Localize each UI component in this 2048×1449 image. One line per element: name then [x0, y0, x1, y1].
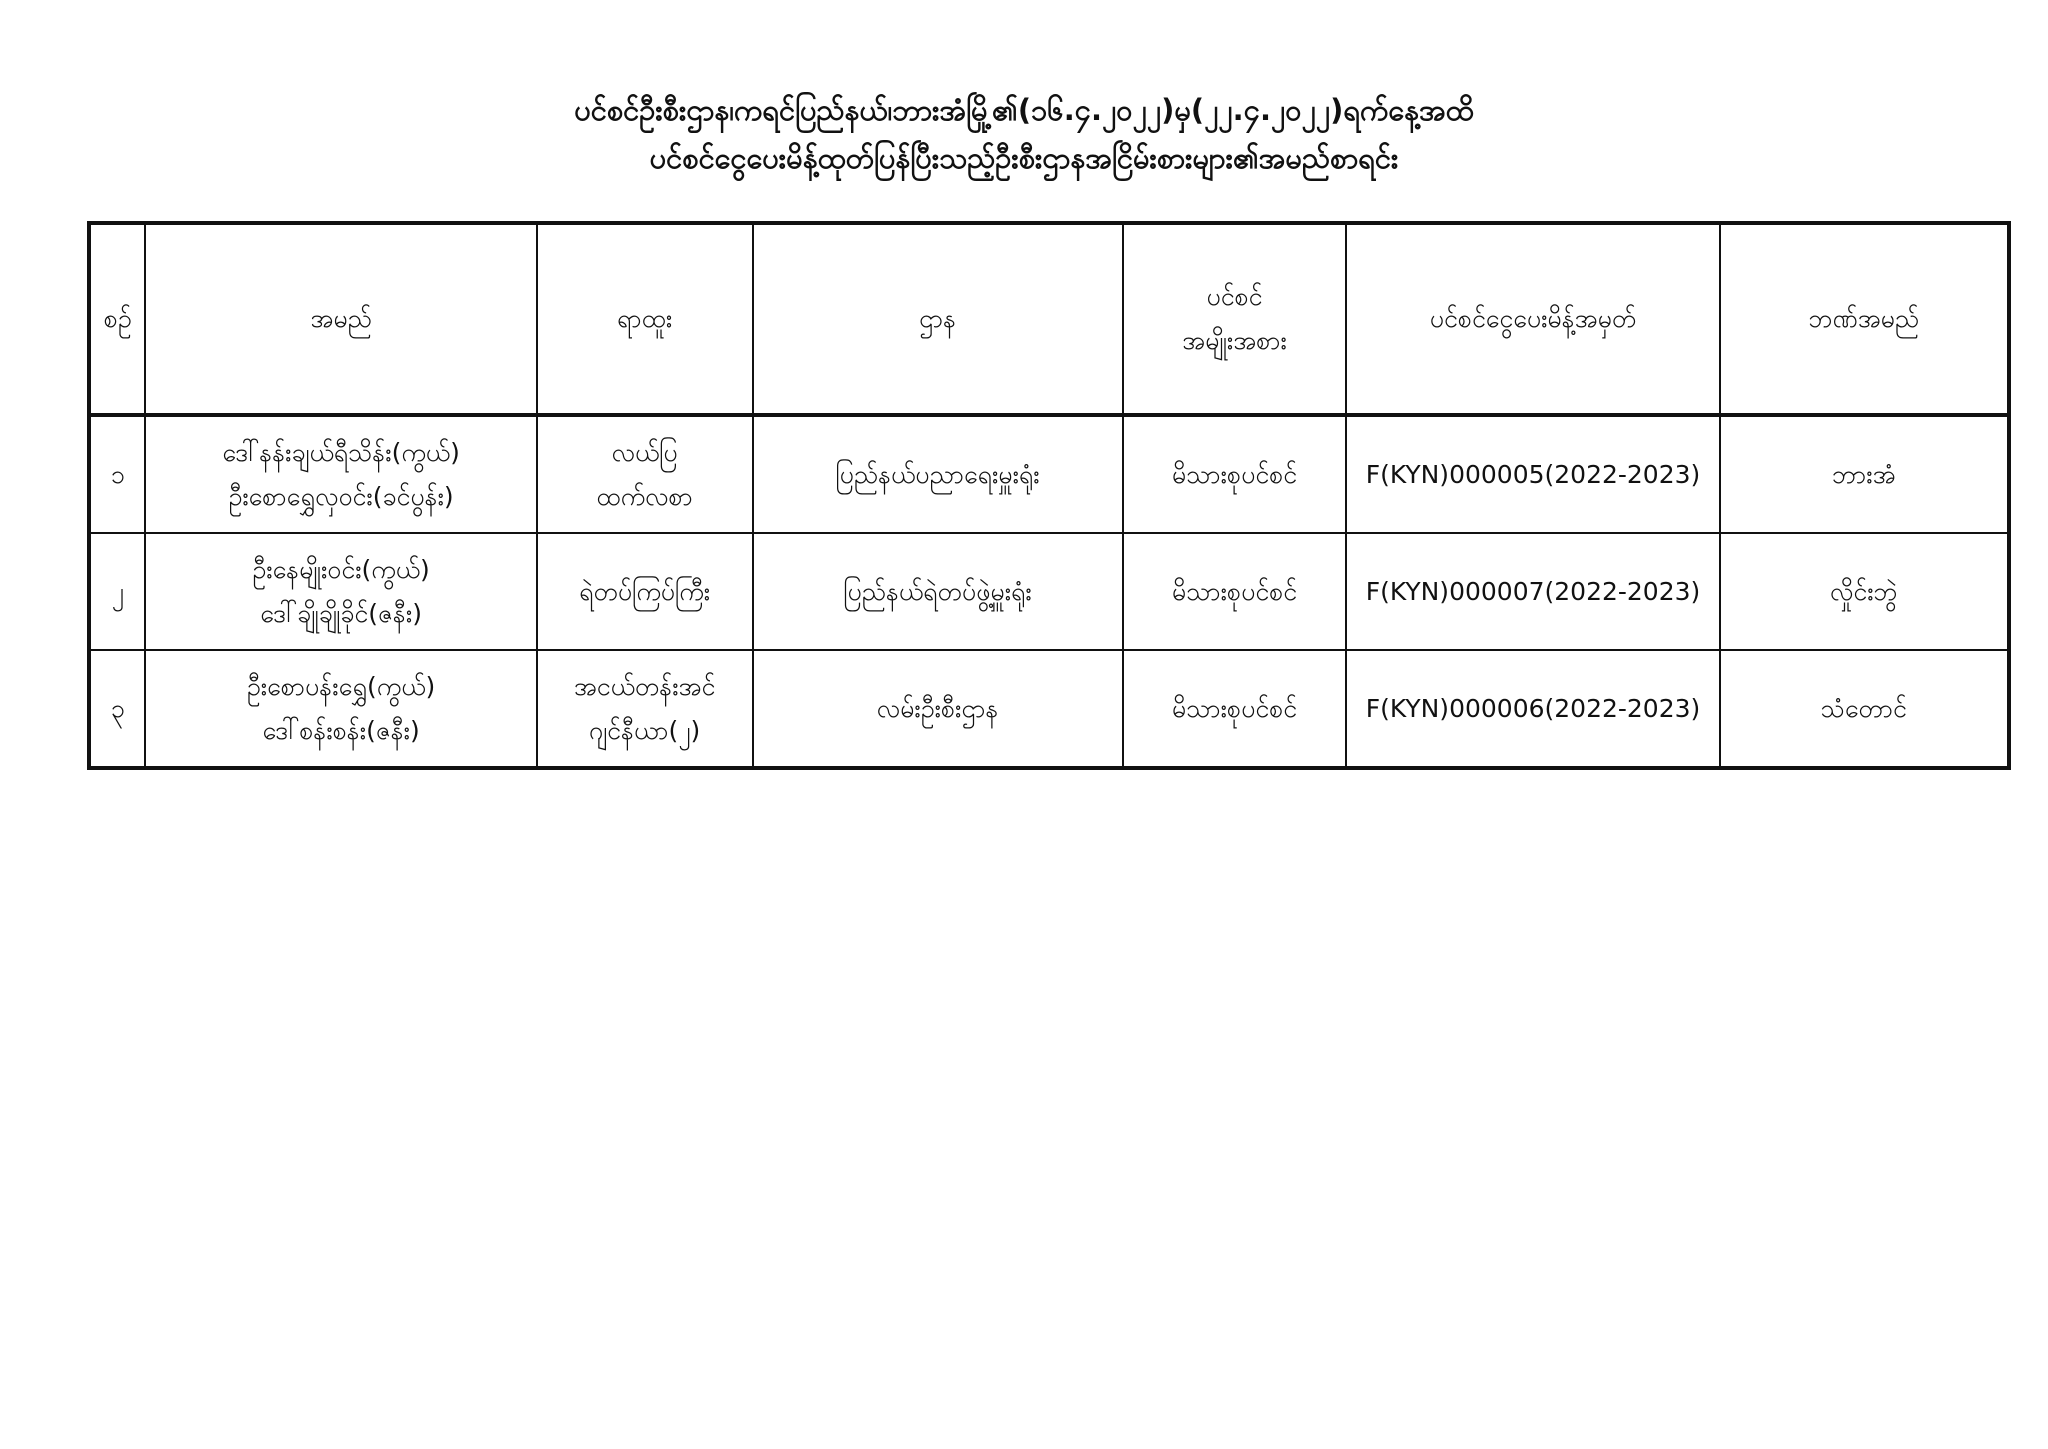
- header-bank: ဘဏ်အမည်: [1720, 223, 2009, 415]
- cell-name-line-1: ဦးနေမျိုးဝင်း(ကွယ်): [252, 554, 430, 584]
- cell-rank: [537, 415, 753, 533]
- table-header-row: [89, 223, 2009, 415]
- cell-rank-line-2: ဂျင်နီယာ(၂): [588, 715, 701, 745]
- header-type: [1123, 223, 1347, 415]
- table-row: [89, 533, 2009, 650]
- cell-type: မိသားစုပင်စင်: [1123, 650, 1347, 768]
- title-line-1: ပင်စင်ဦးစီးဌာန၊ကရင်ပြည်နယ်၊ဘားအံမြို့၏(၁၆.၄.၂၀၂၂)မှ(၂၂.၄.၂၀၂၂)ရက်နေ့အထိ: [574, 93, 1474, 127]
- cell-pension-id: F(KYN)000005(2022-2023): [1346, 415, 1719, 533]
- cell-name-line-2: ဒေါ်ချိုချိုခိုင်(ဇနီး): [260, 598, 422, 628]
- cell-name: [145, 415, 536, 533]
- cell-rank: [537, 650, 753, 768]
- header-type-line-2: အမျိုးအစား: [1182, 326, 1287, 355]
- cell-rank-line-1: အငယ်တန်းအင်: [573, 671, 716, 701]
- cell-rank: ရဲတပ်ကြပ်ကြီး: [537, 533, 753, 650]
- table-body: [89, 415, 2009, 768]
- header-no: စဉ်: [89, 223, 145, 415]
- cell-bank: လှိုင်းဘွဲ: [1720, 533, 2009, 650]
- header-dept: ဌာန: [753, 223, 1123, 415]
- header-name: အမည်: [145, 223, 536, 415]
- header-type-line-1: ပင်စင်: [1206, 282, 1263, 311]
- pension-table: [87, 221, 2011, 770]
- cell-pension-id: F(KYN)000006(2022-2023): [1346, 650, 1719, 768]
- cell-type: မိသားစုပင်စင်: [1123, 415, 1347, 533]
- cell-rank-line-2: ထက်လစာ: [596, 481, 693, 511]
- cell-name: [145, 533, 536, 650]
- cell-dept: လမ်းဦးစီးဌာန: [753, 650, 1123, 768]
- cell-bank: သံတောင်: [1720, 650, 2009, 768]
- cell-name: [145, 650, 536, 768]
- table-row: [89, 650, 2009, 768]
- header-pension-id: ပင်စင်ငွေပေးမိန့်အမှတ်: [1346, 223, 1719, 415]
- cell-no: ၃: [89, 650, 145, 768]
- cell-name-line-2: ဒေါ်စန်းစန်း(ဇနီး): [262, 715, 420, 745]
- cell-pension-id: F(KYN)000007(2022-2023): [1346, 533, 1719, 650]
- cell-no: ၁: [89, 415, 145, 533]
- table-header: [89, 223, 2009, 415]
- cell-type: မိသားစုပင်စင်: [1123, 533, 1347, 650]
- cell-dept: ပြည်နယ်ပညာရေးမှူးရုံး: [753, 415, 1123, 533]
- title-line-2: ပင်စင်ငွေပေးမိန့်ထုတ်ပြန်ပြီးသည့်ဦးစီးဌာနအငြိမ်းစားများ၏အမည်စာရင်း: [649, 141, 1399, 175]
- cell-rank-line-1: လယ်ပြ: [611, 437, 678, 467]
- cell-name-line-1: ဒေါ်နန်းချယ်ရီသိန်း(ကွယ်): [222, 437, 460, 467]
- page-title: [0, 86, 2048, 182]
- cell-dept: ပြည်နယ်ရဲတပ်ဖွဲ့မှူးရုံး: [753, 533, 1123, 650]
- cell-name-line-2: ဦးစောရွှေလှဝင်း(ခင်ပွန်း): [228, 481, 454, 511]
- cell-name-line-1: ဦးစောပန်းရွှေ(ကွယ်): [246, 671, 436, 701]
- cell-no: ၂: [89, 533, 145, 650]
- table-row: [89, 415, 2009, 533]
- cell-bank: ဘားအံ: [1720, 415, 2009, 533]
- pension-table-container: [87, 221, 2011, 770]
- header-rank: ရာထူး: [537, 223, 753, 415]
